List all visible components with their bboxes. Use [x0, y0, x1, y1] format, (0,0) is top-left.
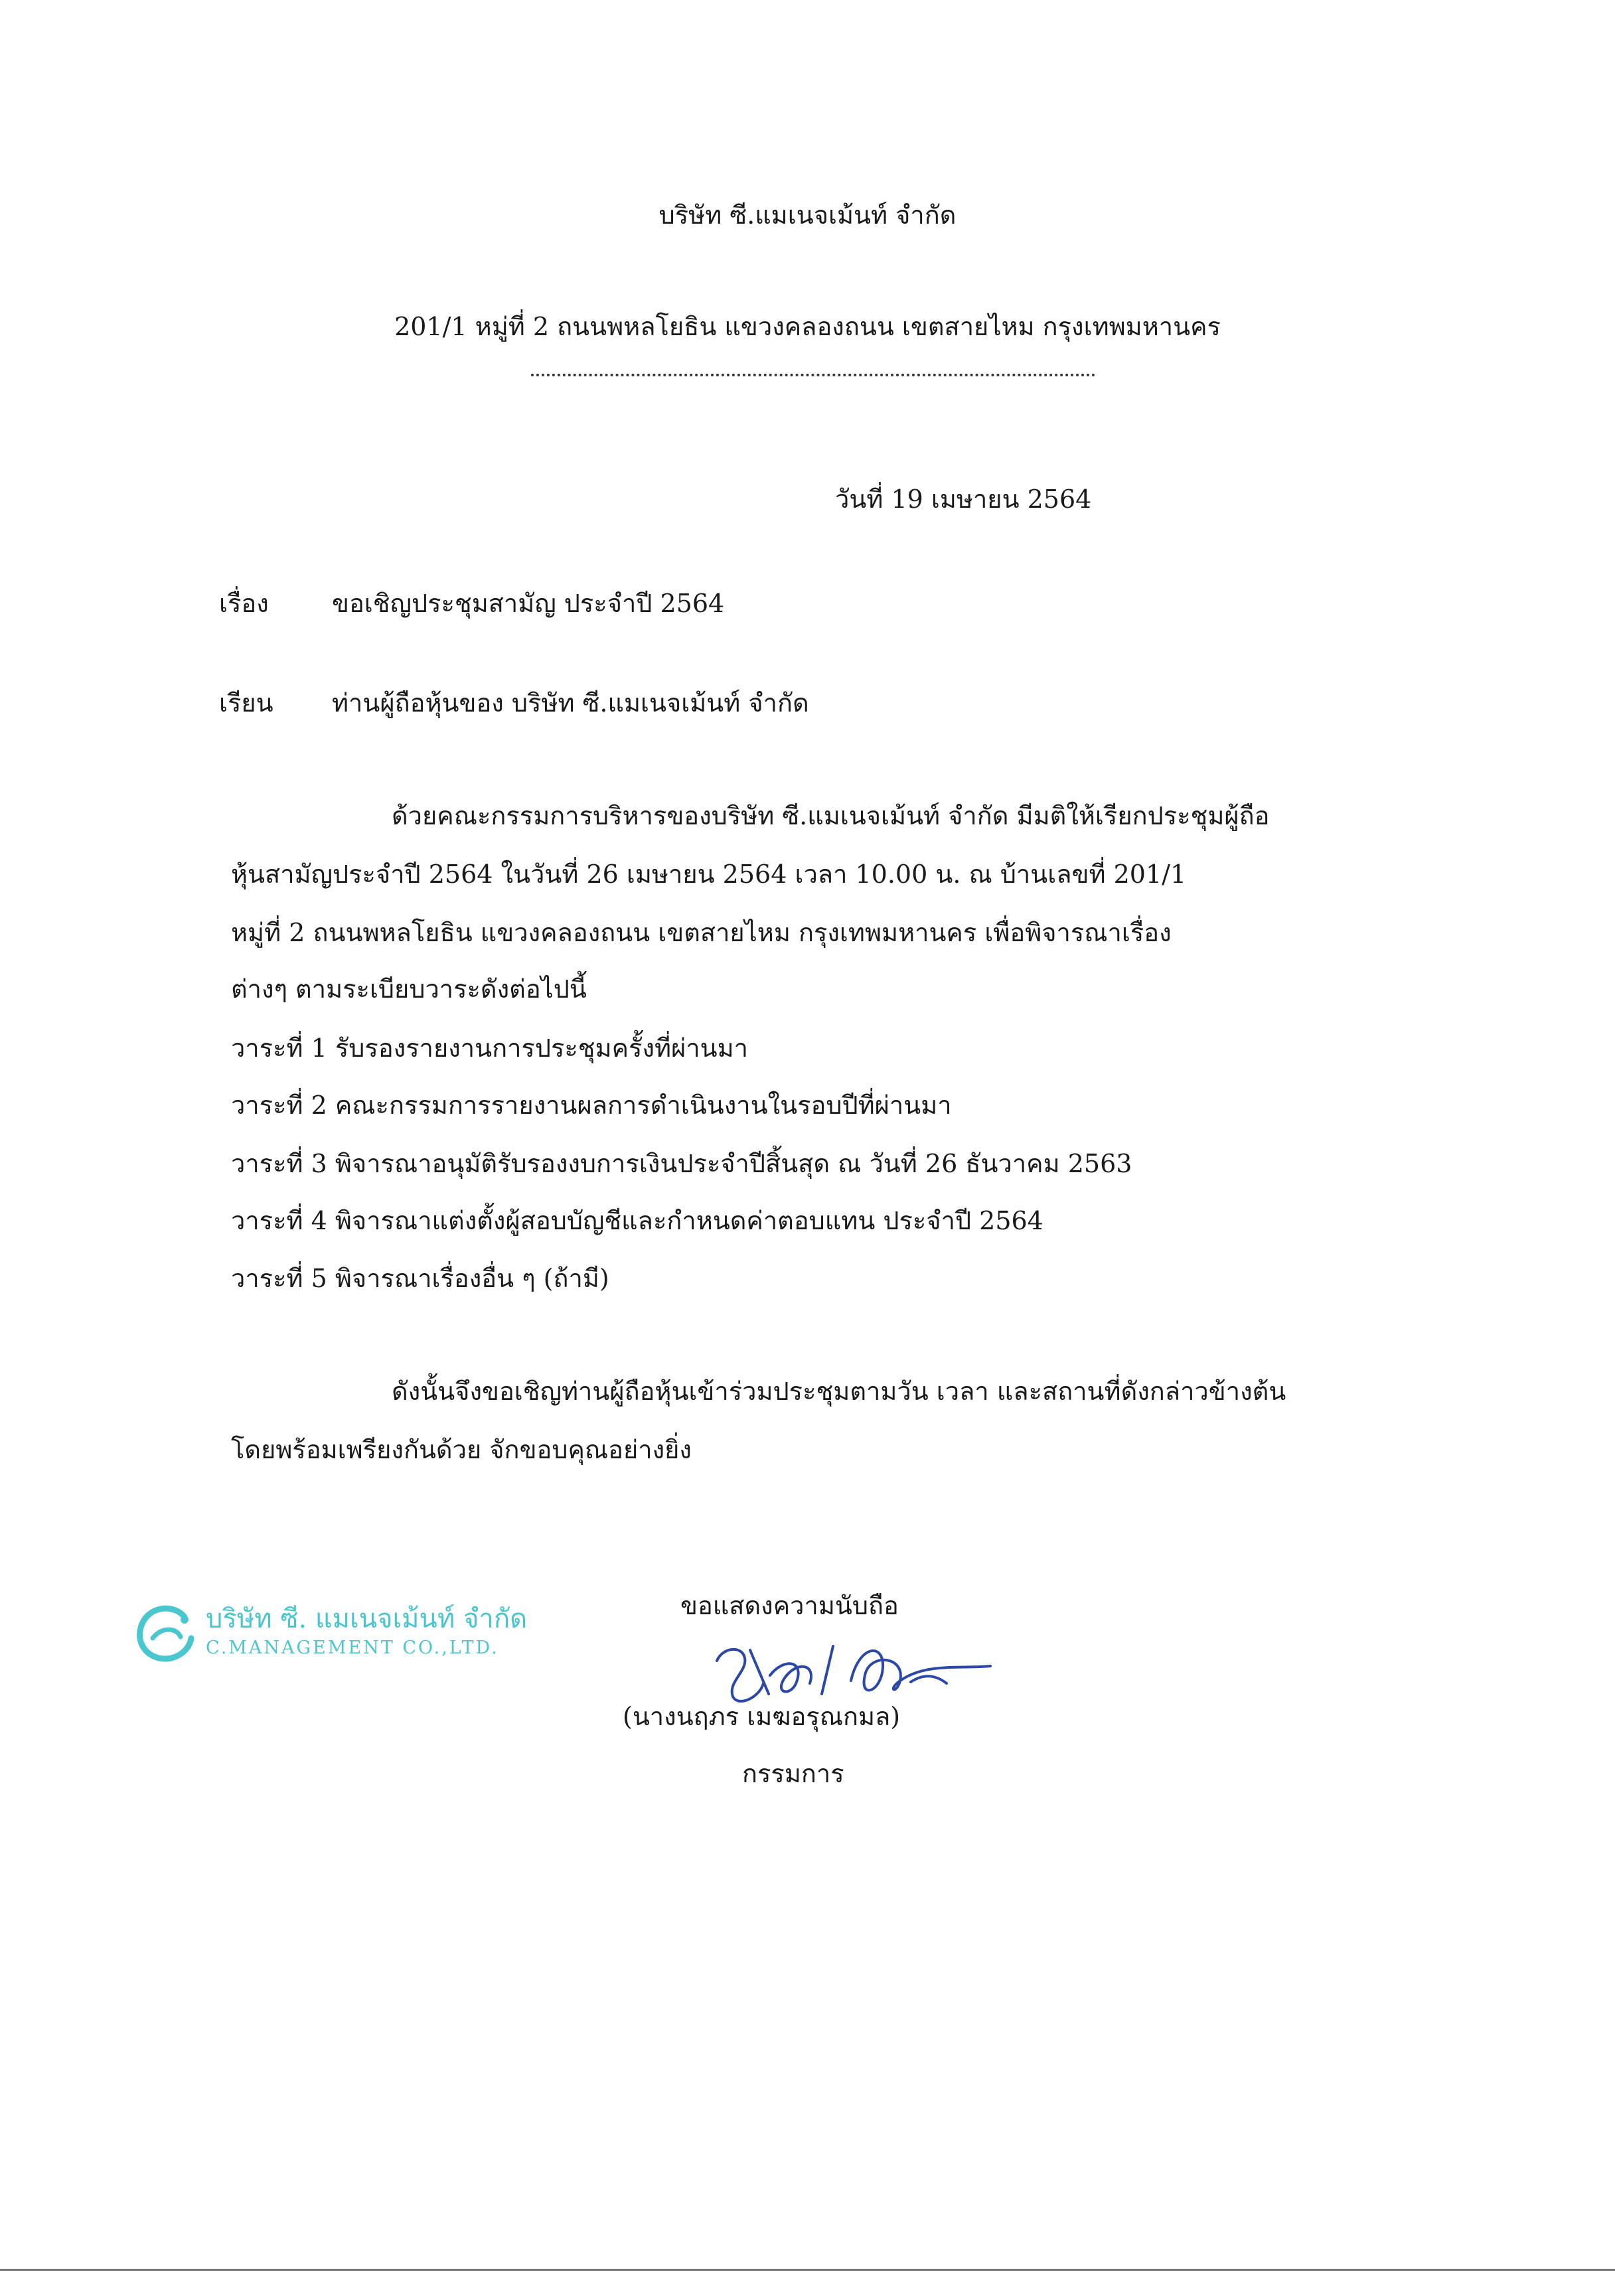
closing-line: ดังนั้นจึงขอเชิญท่านผู้ถือหุ้นเข้าร่วมประชุมตามวัน เวลา และสถานที่ดังกล่าวข้างต้น	[392, 1377, 1286, 1406]
stamp-thai-name: บริษัท ซี. แมเนจเม้นท์ จำกัด	[206, 1604, 528, 1634]
letter-date: วันที่ 19 เมษายน 2564	[835, 485, 1092, 514]
agenda-item: วาระที่ 4 พิจารณาแต่งตั้งผู้สอบบัญชีและกำหนดค่าตอบแทน ประจำปี 2564	[231, 1206, 1043, 1235]
agenda-item: วาระที่ 1 รับรองรายงานการประชุมครั้งที่ผ่านมา	[231, 1033, 749, 1063]
recipient-label: เรียน	[219, 688, 273, 718]
page-bottom-edge	[0, 2269, 1615, 2271]
regards-text: ขอแสดงความนับถือ	[680, 1591, 899, 1620]
signatory-position: กรรมการ	[742, 1759, 844, 1788]
body-line: หมู่ที่ 2 ถนนพหลโยธิน แขวงคลองถนน เขตสายไหม กรุงเทพมหานคร เพื่อพิจารณาเรื่อง	[231, 918, 1172, 947]
closing-line: โดยพร้อมเพรียงกันด้วย จักขอบคุณอย่างยิ่ง	[231, 1435, 692, 1464]
dotted-separator	[531, 374, 1095, 376]
subject-text: ขอเชิญประชุมสามัญ ประจำปี 2564	[332, 589, 725, 618]
subject-label: เรื่อง	[219, 589, 269, 618]
signatory-name: (นางนฤภร เมฆอรุณกมล)	[623, 1702, 901, 1731]
body-line: ด้วยคณะกรรมการบริหารของบริษัท ซี.แมเนจเม้นท์ จำกัด มีมติให้เรียกประชุมผู้ถือ	[392, 801, 1270, 830]
company-stamp	[133, 1600, 558, 1673]
company-address: 201/1 หมู่ที่ 2 ถนนพหลโยธิน แขวงคลองถนน เขตสายไหม กรุงเทพมหานคร	[394, 312, 1221, 341]
agenda-item: วาระที่ 2 คณะกรรมการรายงานผลการดำเนินงานในรอบปีที่ผ่านมา	[231, 1091, 952, 1120]
agenda-item: วาระที่ 3 พิจารณาอนุมัติรับรองงบการเงินประจำปีสิ้นสุด ณ วันที่ 26 ธันวาคม 2563	[231, 1149, 1132, 1178]
company-logo-icon	[133, 1600, 199, 1666]
agenda-item: วาระที่ 5 พิจารณาเรื่องอื่น ๆ (ถ้ามี)	[231, 1264, 609, 1293]
body-line: หุ้นสามัญประจำปี 2564 ในวันที่ 26 เมษายน 2564 เวลา 10.00 น. ณ บ้านเลขที่ 201/1	[231, 860, 1187, 889]
body-line: ต่างๆ ตามระเบียบวาระดังต่อไปนี้	[231, 974, 587, 1004]
stamp-english-name: C.MANAGEMENT CO.,LTD.	[206, 1638, 499, 1658]
recipient-text: ท่านผู้ถือหุ้นของ บริษัท ซี.แมเนจเม้นท์ จำกัด	[332, 688, 809, 718]
company-name: บริษัท ซี.แมเนจเม้นท์ จำกัด	[658, 200, 957, 230]
